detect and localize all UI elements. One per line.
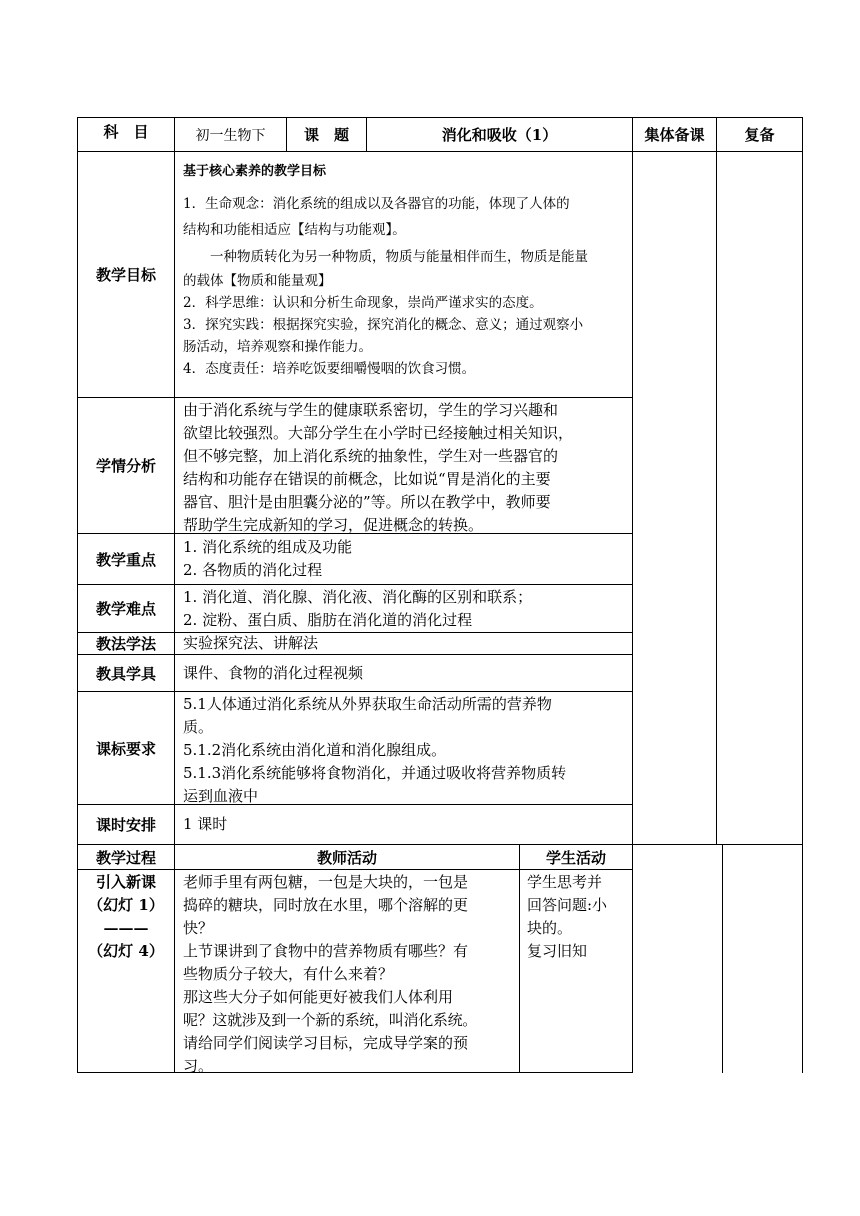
objectives-line: 3．探究实践：根据探究实验，探究消化的概念、意义；通过观察小 — [183, 317, 584, 333]
col-divider — [174, 117, 175, 1073]
process-stage-line: ——— — [103, 919, 149, 937]
collective-prep-header: 集体备课 — [644, 126, 705, 144]
objectives-line: 结构和功能相适应【结构与功能观】。 — [183, 222, 406, 238]
standards-content — [183, 693, 630, 808]
col-divider — [802, 844, 803, 1073]
process-stage-line: 引入新课 — [95, 873, 156, 891]
methods-label: 教法学法 — [95, 635, 156, 653]
process-stage-line: （幻灯 4） — [88, 942, 164, 960]
topic-label: 课 题 — [303, 126, 349, 144]
review-prep-header: 复备 — [744, 126, 775, 144]
tools-label: 教具学具 — [95, 664, 156, 683]
teacher-activity-line: 捣碎的糖块，同时放在水里，哪个溶解的更 — [183, 896, 469, 914]
student-activity-line: 块的。 — [527, 919, 573, 937]
teacher-activity-line: 请给同学们阅读学习目标，完成导学案的预 — [183, 1034, 469, 1052]
objectives-line: 1．生命观念：消化系统的组成以及各器官的功能，体现了人体的 — [183, 196, 570, 212]
table-border-right — [802, 117, 803, 844]
objectives-line: 4．态度责任：培养吃饭要细嚼慢咽的饮食习惯。 — [183, 361, 476, 377]
key-point-item: 2. 各物质的消化过程 — [183, 561, 323, 579]
student-activity-header: 学生活动 — [545, 848, 606, 867]
subject-value: 初一生物下 — [195, 127, 266, 144]
teacher-activity-line: 上节课讲到了食物中的营养物质有哪些？有 — [183, 942, 469, 960]
student-activity-line: 复习旧知 — [527, 942, 588, 960]
key-points-content — [183, 536, 630, 582]
analysis-line: 由于消化系统与学生的健康联系密切，学生的学习兴趣和 — [183, 401, 559, 419]
teacher-activity-line: 老师手里有两包糖，一包是大块的，一包是 — [183, 873, 469, 891]
schedule-label: 课时安排 — [95, 816, 156, 834]
col-divider — [716, 117, 717, 844]
difficulties-label: 教学难点 — [95, 600, 156, 618]
analysis-line: 帮助学生完成新知的学习，促进概念的转换。 — [183, 516, 484, 534]
tools-value: 课件、食物的消化过程视频 — [183, 664, 364, 682]
process-stage — [78, 871, 174, 963]
col-divider — [722, 844, 723, 1073]
objectives-line: 2．科学思维：认识和分析生命现象，崇尚严谨求实的态度。 — [183, 295, 543, 311]
subject-label: 科 目 — [103, 123, 149, 141]
student-activity-line: 学生思考并 — [527, 873, 603, 891]
teacher-activity-line: 那这些大分子如何能更好被我们人体利用 — [183, 988, 454, 1006]
difficulty-item: 2. 淀粉、蛋白质、脂肪在消化道的消化过程 — [183, 611, 473, 629]
objectives-label: 教学目标 — [95, 266, 156, 284]
col-divider — [632, 117, 633, 1073]
col-divider — [519, 844, 520, 1073]
objectives-line: 一种物质转化为另一种物质，物质与能量相伴而生，物质是能量 — [183, 249, 588, 265]
row-divider — [77, 869, 633, 870]
standards-line: 运到血液中 — [183, 787, 259, 805]
objectives-line: 的载体【物质和能量观】 — [183, 273, 332, 289]
teacher-activity-header: 教师活动 — [316, 848, 377, 867]
difficulty-item: 1. 消化道、消化腺、消化液、消化酶的区别和联系； — [183, 588, 533, 606]
methods-value: 实验探究法、讲解法 — [183, 634, 319, 652]
objectives-title: 基于核心素养的教学目标 — [183, 164, 327, 179]
analysis-line: 结构和功能存在错误的前概念，比如说“胃是消化的主要 — [183, 470, 551, 488]
analysis-content — [183, 399, 630, 537]
student-activity-line: 回答问题:小 — [527, 896, 608, 914]
analysis-line: 欲望比较强烈。大部分学生在小学时已经接触过相关知识， — [183, 424, 574, 442]
process-header: 教学过程 — [95, 848, 156, 867]
standards-line: 5.1.3消化系统能够将食物消化，并通过吸收将营养物质转 — [183, 764, 567, 782]
standards-line: 5.1人体通过消化系统从外界获取生命活动所需的营养物 — [183, 695, 552, 713]
topic-value: 消化和吸收（1） — [441, 126, 558, 144]
key-points-label: 教学重点 — [95, 550, 156, 569]
teacher-activity-content — [183, 871, 517, 1078]
standards-label: 课标要求 — [95, 739, 156, 758]
analysis-label: 学情分析 — [95, 457, 156, 475]
row-divider — [77, 151, 803, 152]
objectives-line: 肠活动，培养观察和操作能力。 — [183, 339, 372, 355]
teacher-activity-line: 快？ — [183, 919, 214, 937]
teacher-activity-line: 些物质分子较大，有什么来着？ — [183, 965, 394, 983]
schedule-value: 1 课时 — [183, 815, 228, 833]
student-activity-content — [527, 871, 630, 963]
teacher-activity-line: 呢？这就涉及到一个新的系统，叫消化系统。 — [183, 1011, 478, 1029]
objectives-content — [183, 162, 628, 380]
analysis-line: 器官、胆汁是由胆囊分泌的”等。所以在教学中，教师要 — [183, 493, 551, 511]
analysis-line: 但不够完整，加上消化系统的抽象性，学生对一些器官的 — [183, 447, 559, 465]
standards-line: 质。 — [183, 718, 214, 736]
difficulties-content — [183, 586, 630, 632]
key-point-item: 1. 消化系统的组成及功能 — [183, 538, 353, 556]
teacher-activity-line: 习。 — [183, 1057, 214, 1075]
process-stage-line: （幻灯 1） — [88, 896, 164, 914]
standards-line: 5.1.2消化系统由消化道和消化腺组成。 — [183, 741, 447, 759]
